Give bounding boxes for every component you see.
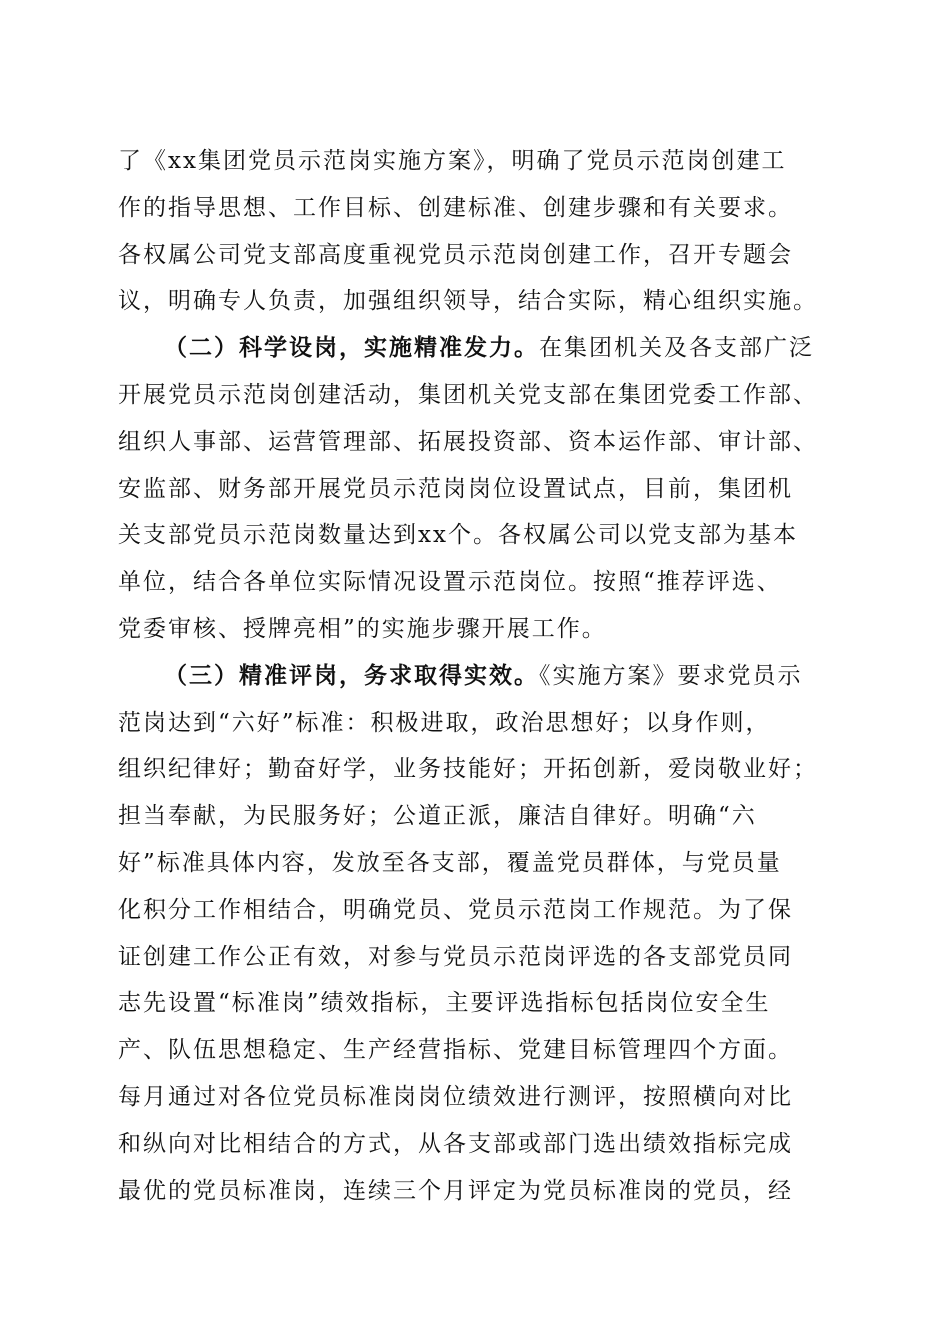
text-line: 证创建工作公正有效，对参与党员示范岗评选的各支部党员同: [118, 943, 793, 970]
text-run: 在集团机关及各支部广泛: [539, 335, 814, 362]
text-line: 和纵向对比相结合的方式，从各支部或部门选出绩效指标完成: [118, 1130, 793, 1157]
text-line: 担当奉献，为民服务好；公道正派，廉洁自律好。明确“六: [118, 803, 757, 830]
paragraph-3: [118, 653, 838, 1215]
text-line: [118, 325, 838, 372]
text-line: 了《xx集团党员示范岗实施方案》，明确了党员示范岗创建工: [118, 148, 787, 174]
paragraph-1: [118, 138, 838, 325]
paragraph-2: [118, 325, 838, 653]
text-line: 党委审核、授牌亮相”的实施步骤开展工作。: [118, 615, 607, 642]
text-line: 作的指导思想、工作目标、创建标准、创建步骤和有关要求。: [118, 194, 793, 221]
text-line: 每月通过对各位党员标准岗岗位绩效进行测评，按照横向对比: [118, 1083, 793, 1110]
text-line: 范岗达到“六好”标准：积极进取，政治思想好；以身作则，: [118, 709, 771, 736]
text-line: 最优的党员标准岗，连续三个月评定为党员标准岗的党员，经: [118, 1177, 793, 1204]
text-line: 志先设置“标准岗”绩效指标，主要评选指标包括岗位安全生: [118, 990, 771, 1017]
document-body: [118, 138, 838, 1214]
text-line: 各权属公司党支部高度重视党员示范岗创建工作，召开专题会: [118, 241, 793, 268]
text-line: 产、队伍思想稳定、生产经营指标、党建目标管理四个方面。: [118, 1037, 793, 1064]
text-line: 议，明确专人负责，加强组织领导，结合实际，精心组织实施。: [118, 288, 818, 315]
text-line: 开展党员示范岗创建活动，集团机关党支部在集团党委工作部、: [118, 381, 818, 408]
text-line: 关支部党员示范岗数量达到xx个。各权属公司以党支部为基本: [118, 522, 798, 549]
text-line: 单位，结合各单位实际情况设置示范岗位。按照“推荐评选、: [118, 569, 782, 596]
text-line: 组织人事部、运营管理部、拓展投资部、资本运作部、审计部、: [118, 428, 818, 455]
text-line: 化积分工作相结合，明确党员、党员示范岗工作规范。为了保: [118, 896, 793, 923]
section-heading-3: （三）精准评岗，务求取得实效。: [164, 661, 539, 689]
text-line: [118, 653, 838, 700]
text-run: 《实施方案》要求党员示: [539, 662, 803, 689]
text-line: 好”标准具体内容，发放至各支部，覆盖党员群体，与党员量: [118, 849, 782, 876]
text-line: 组织纪律好；勤奋好学，业务技能好；开拓创新，爱岗敬业好；: [118, 756, 818, 783]
section-heading-2: （二）科学设岗，实施精准发力。: [164, 334, 539, 362]
text-line: 安监部、财务部开展党员示范岗岗位设置试点，目前，集团机: [118, 475, 793, 502]
